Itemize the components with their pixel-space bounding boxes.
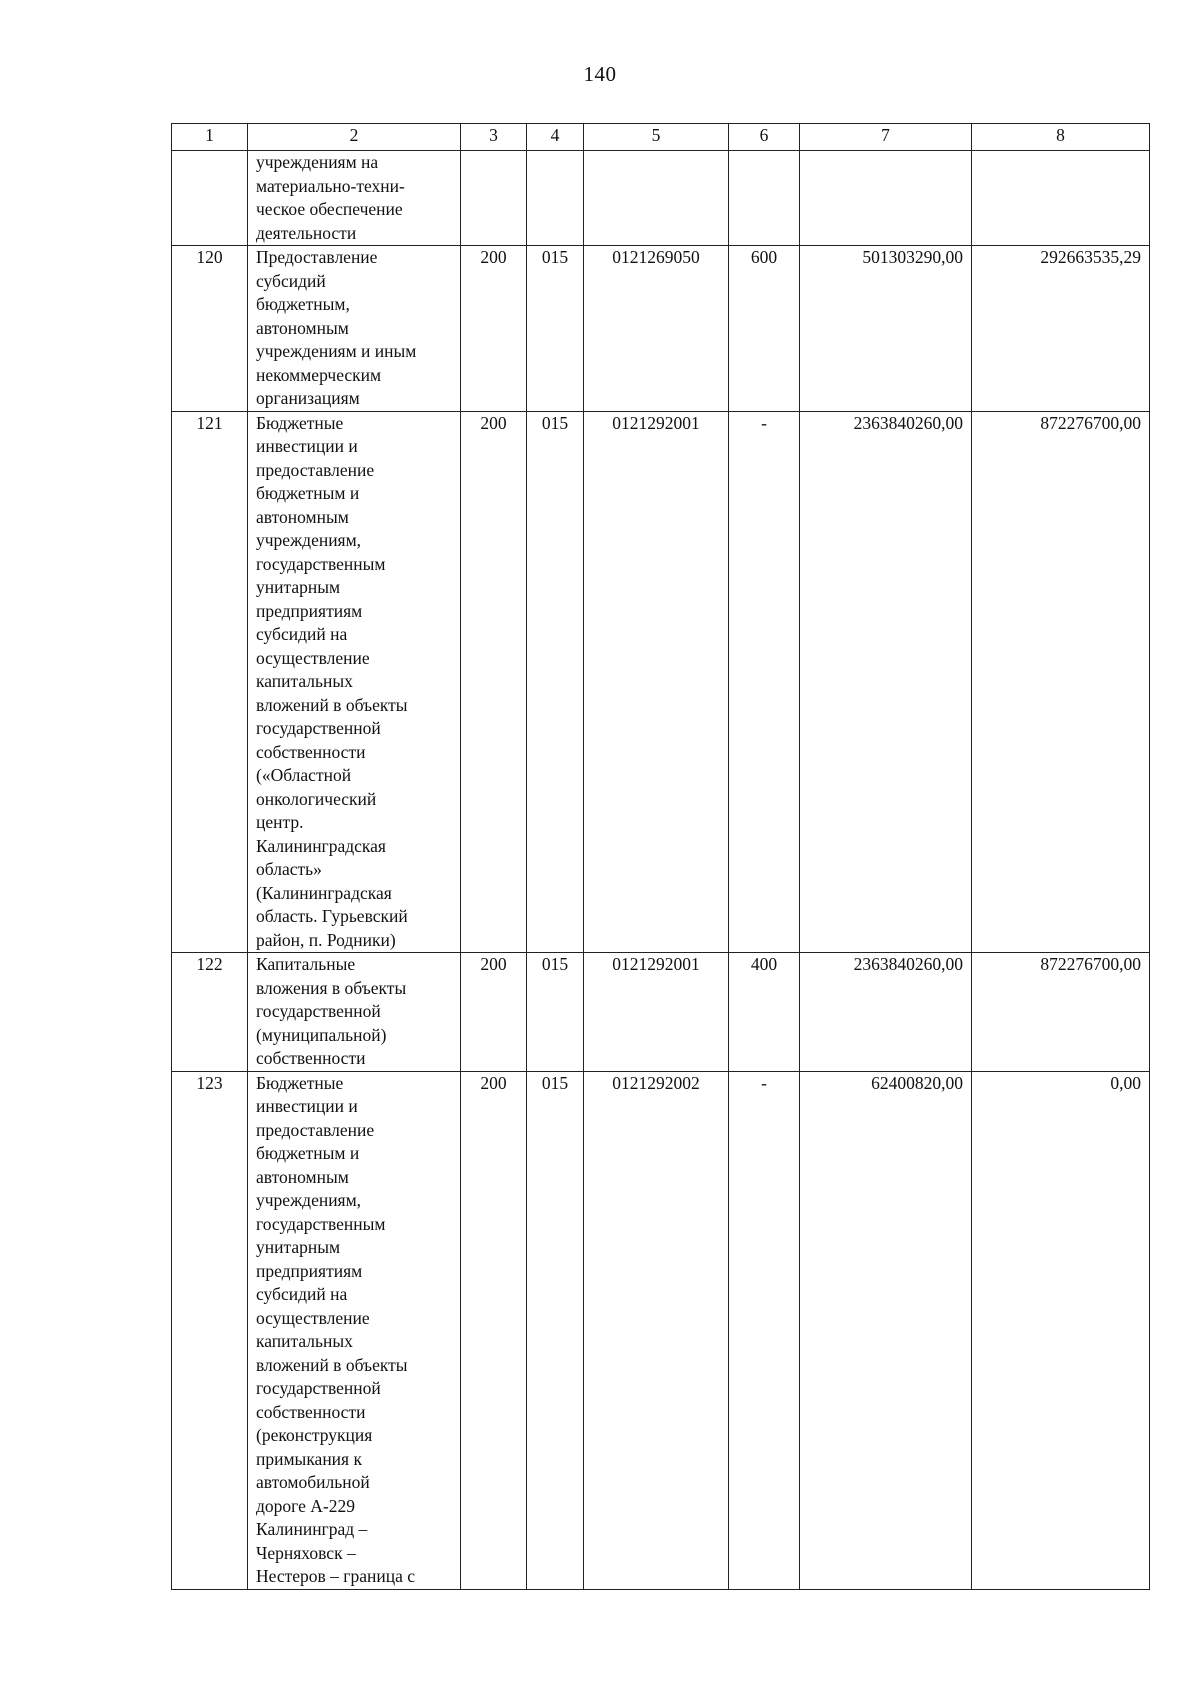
cell-col-6: 400 (729, 953, 800, 1072)
cell-col-4: 015 (527, 953, 584, 1072)
page-number: 140 (583, 62, 617, 86)
cell-col-6: 600 (729, 246, 800, 412)
row-number-cell: 122 (172, 953, 248, 1072)
cell-col-5: 0121269050 (584, 246, 729, 412)
budget-table (171, 123, 1150, 1590)
row-number-cell: 123 (172, 1071, 248, 1589)
header-col-4: 4 (527, 124, 584, 151)
cell-col-8: 0,00 (972, 1071, 1150, 1589)
cell-col-5: 0121292001 (584, 953, 729, 1072)
header-col-2: 2 (248, 124, 461, 151)
cell-col-3: 200 (461, 1071, 527, 1589)
header-col-5: 5 (584, 124, 729, 151)
cell-col-4: 015 (527, 246, 584, 412)
row-number-cell: 120 (172, 246, 248, 412)
cell-col-7: 501303290,00 (800, 246, 972, 412)
header-col-7: 7 (800, 124, 972, 151)
header-col-3: 3 (461, 124, 527, 151)
cell-col-4: 015 (527, 411, 584, 953)
cell-col-8 (972, 151, 1150, 246)
header-col-1: 1 (172, 124, 248, 151)
table-row (172, 246, 1150, 412)
cell-col-4: 015 (527, 1071, 584, 1589)
cell-col-7: 2363840260,00 (800, 411, 972, 953)
cell-col-8: 872276700,00 (972, 411, 1150, 953)
cell-col-7: 2363840260,00 (800, 953, 972, 1072)
cell-col-8: 872276700,00 (972, 953, 1150, 1072)
row-name-cell: Бюджетные инвестиции и предоставление бюджетным и автономным учреждениям, государственным унитарным предприятиям субсидий на осуществление капитальных вложений в объекты государственной собственности (реконструкция примыкания к автомобильной дороге А-229 Калининград – Черняховск – Нестеров – граница с (248, 1071, 461, 1589)
row-name-cell: Предоставление субсидий бюджетным, автономным учреждениям и иным некоммерческим организациям (248, 246, 461, 412)
cell-col-8: 292663535,29 (972, 246, 1150, 412)
cell-col-3: 200 (461, 411, 527, 953)
cell-col-5: 0121292002 (584, 1071, 729, 1589)
row-number-cell (172, 151, 248, 246)
cell-col-5: 0121292001 (584, 411, 729, 953)
row-name-cell: Бюджетные инвестиции и предоставление бюджетным и автономным учреждениям, государственным унитарным предприятиям субсидий на осуществление капитальных вложений в объекты государственной собственности («Областной онкологический центр. Калининградская область» (Калининградская область. Гурьевский район, п. Родники) (248, 411, 461, 953)
header-col-6: 6 (729, 124, 800, 151)
cell-col-6: - (729, 411, 800, 953)
cell-col-6: - (729, 1071, 800, 1589)
table-row (172, 1071, 1150, 1589)
cell-col-7: 62400820,00 (800, 1071, 972, 1589)
row-name-cell: учреждениям на материально-техни- ческое обеспечение деятельности (248, 151, 461, 246)
row-name-cell: Капитальные вложения в объекты государственной (муниципальной) собственности (248, 953, 461, 1072)
cell-col-3 (461, 151, 527, 246)
cell-col-6 (729, 151, 800, 246)
table-row (172, 411, 1150, 953)
cell-col-3: 200 (461, 953, 527, 1072)
header-row (172, 124, 1150, 151)
cell-col-3: 200 (461, 246, 527, 412)
cell-col-5 (584, 151, 729, 246)
table-row-continuation (172, 151, 1150, 246)
header-col-8: 8 (972, 124, 1150, 151)
cell-col-4 (527, 151, 584, 246)
row-number-cell: 121 (172, 411, 248, 953)
table-row (172, 953, 1150, 1072)
cell-col-7 (800, 151, 972, 246)
